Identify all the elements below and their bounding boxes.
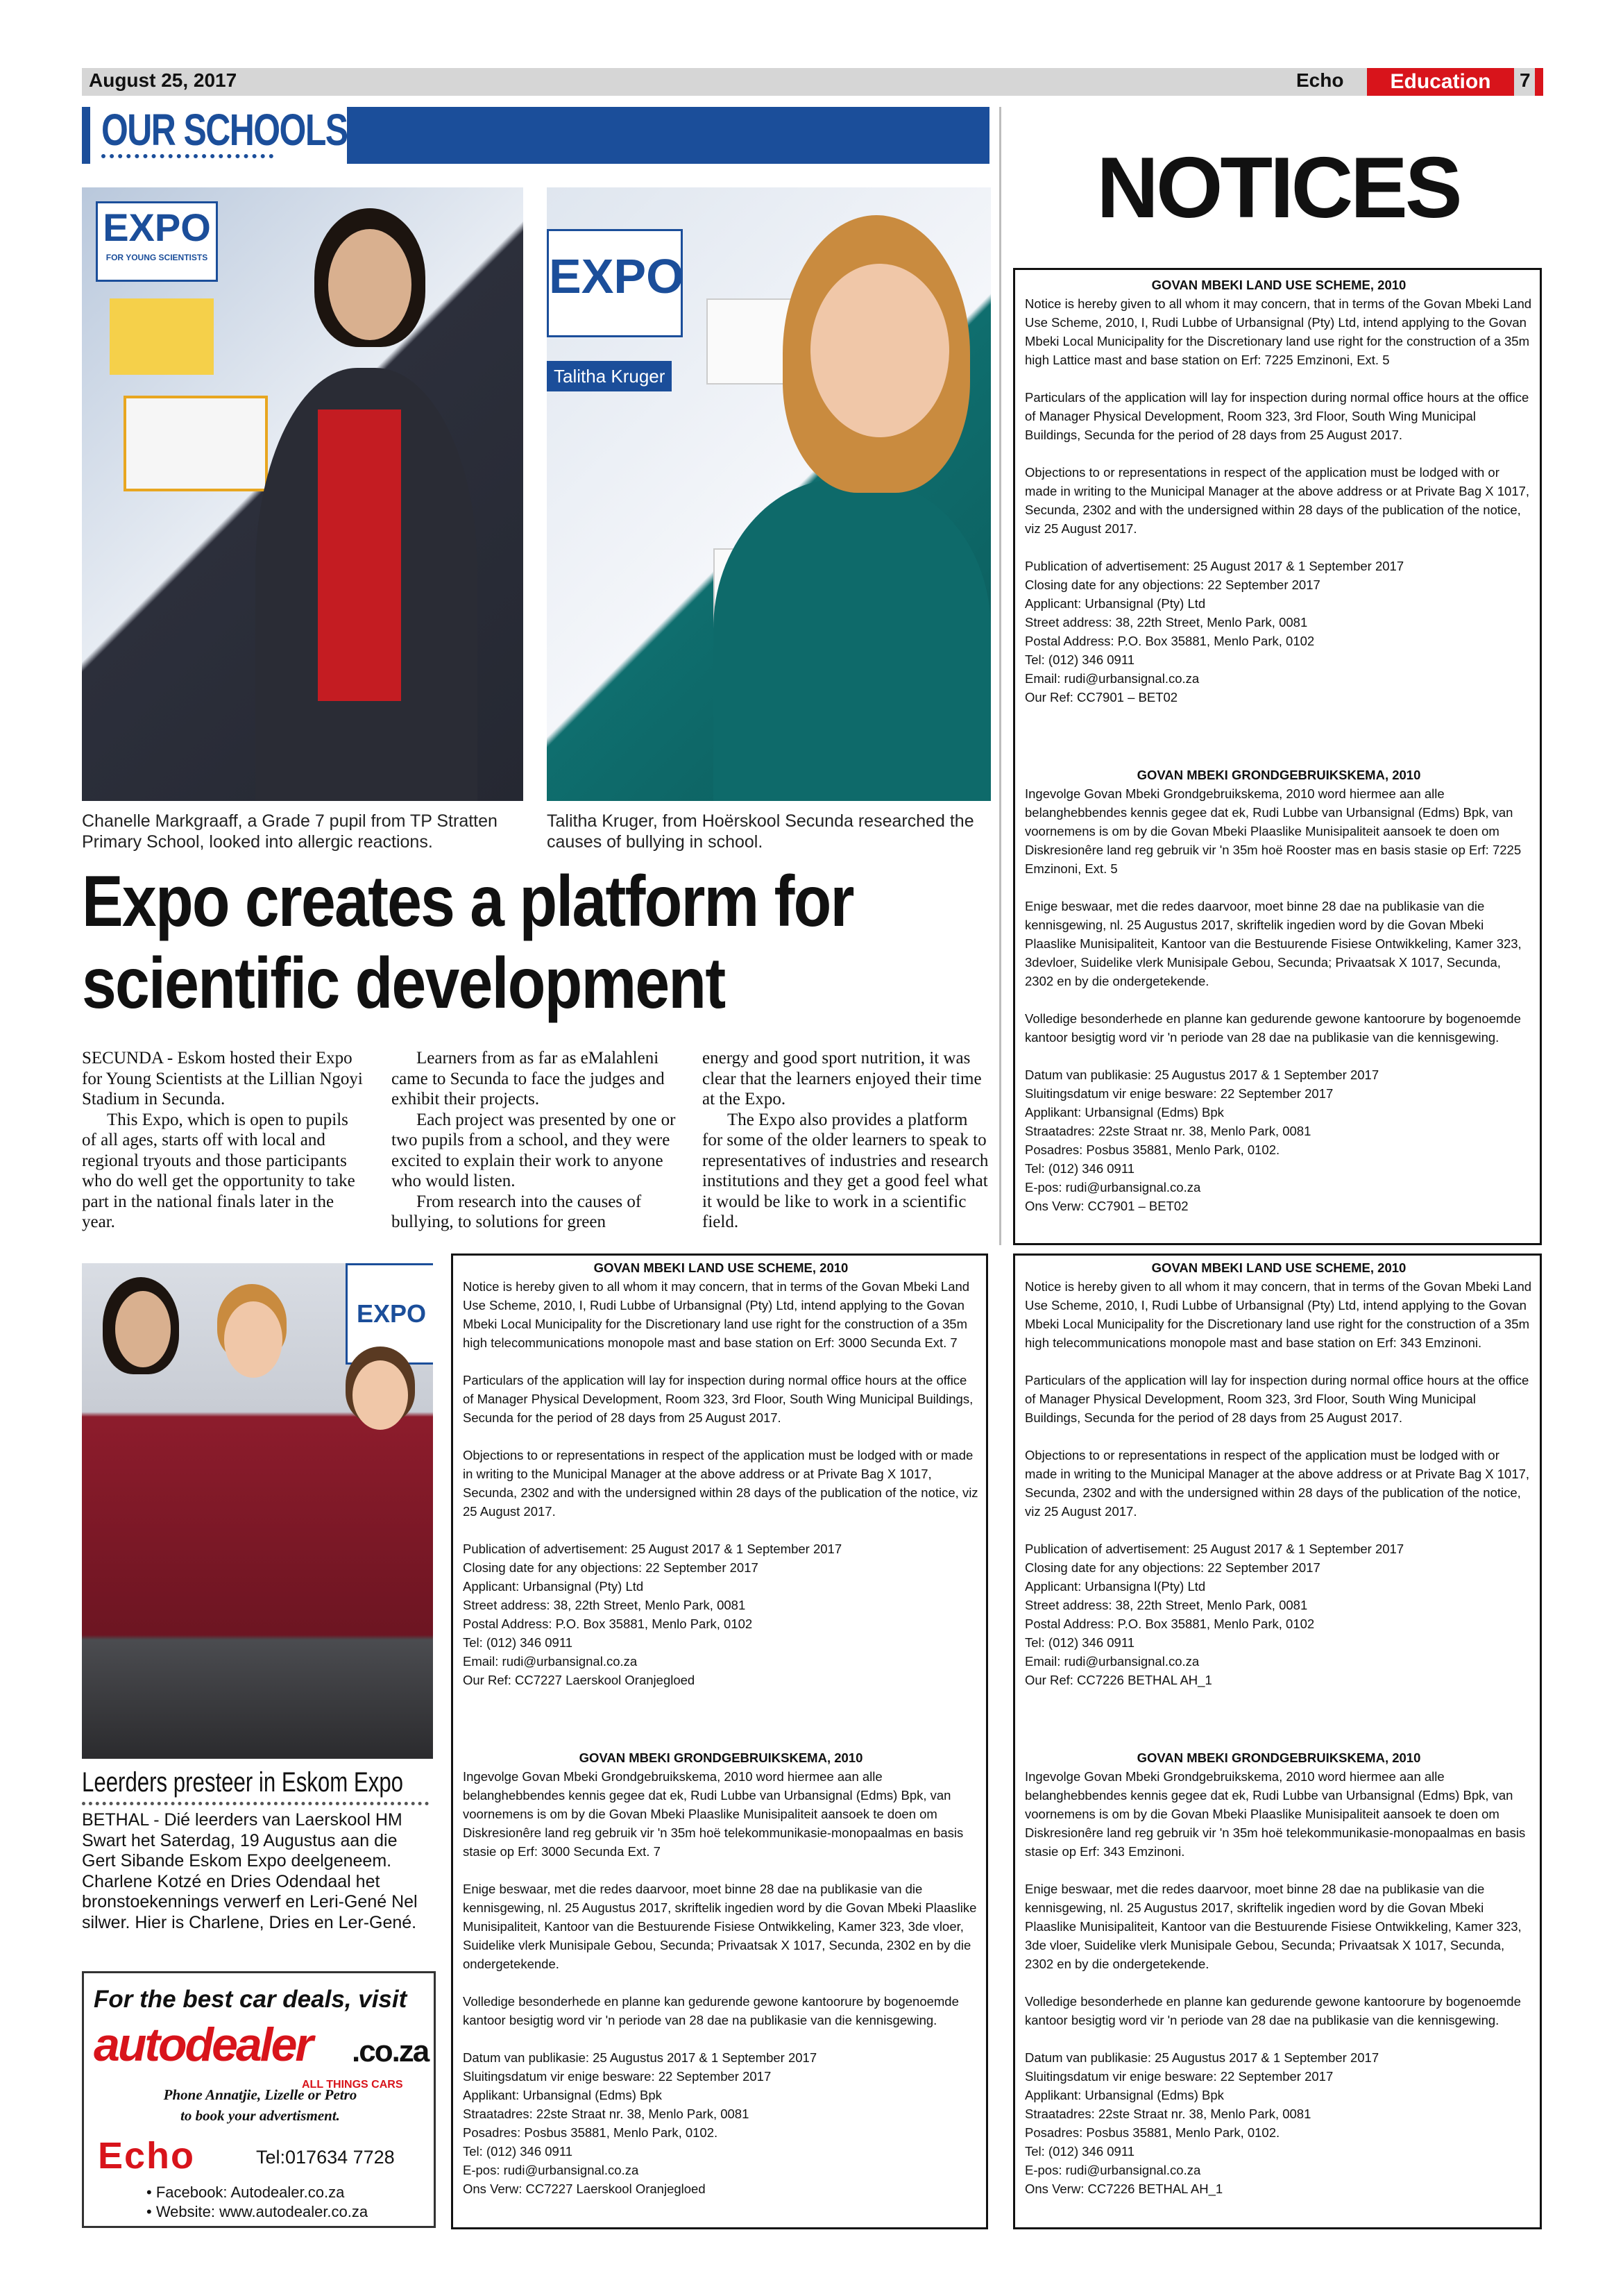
notice-paragraph: Volledige besonderhede en planne kan gedurende gewone kantoorure by bogenoemde kantoor besigtig word vir 'n periode van 28 dae na publikasie van die kennisgewing. <box>1025 1994 1521 2027</box>
article-paragraph: From research into the causes of bullying, to solutions for green <box>391 1192 642 1231</box>
autodealer-advert[interactable] <box>82 1971 436 2228</box>
sidebar-story-title: Leerders presteer in Eskom Expo <box>82 1767 404 1798</box>
notice-paragraph: Objections to or representations in respect of the application must be lodged with or made in writing to the Municipal Manager at the above address or at Private Bag X 1017, Secunda, 2302 and with the undersigned within 28 days of the publication of the notice, viz 25 August 2017. <box>1025 1448 1530 1519</box>
column-divider <box>999 107 1001 1245</box>
photo-chanelle <box>82 187 523 801</box>
notice-detail-line: Publication of advertisement: 25 August 2017 & 1 September 2017 <box>1025 1542 1404 1556</box>
autodealer-logo <box>94 2018 429 2091</box>
notice-paragraph: Enige beswaar, met die redes daarvoor, moet binne 28 dae na publikasie van die kennisgewing, nl. 25 Augustus 2017, skriftelik ingedien word by die Govan Mbeki Plaaslike Munisipaliteit, Kantoor van die Bestuurende Fisiese Ontwikkeling, Kamer 323, 3de vloer, Suidelike vlerk Munisipale Gebou, Secunda; Privaatsak X 1017, Secunda, 2302 en by die ondergetekende. <box>463 1882 977 1971</box>
notice-detail-line: Sluitingsdatum vir enige besware: 22 September 2017 <box>463 2069 772 2084</box>
notice-detail-line: Closing date for any objections: 22 September 2017 <box>1025 577 1320 592</box>
notice-detail-line: Street address: 38, 22th Street, Menlo Park, 0081 <box>1025 1598 1308 1612</box>
notice-detail-line: Ons Verw: CC7901 – BET02 <box>1025 1199 1189 1213</box>
notice-box <box>451 1253 988 2229</box>
expo-sign-text: EXPO <box>549 249 684 303</box>
issue-date: August 25, 2017 <box>89 69 237 91</box>
school-jersey <box>318 410 401 701</box>
notice-box <box>1013 268 1542 1245</box>
notice-paragraph: Ingevolge Govan Mbeki Grondgebruikskema, 2010 word hiermee aan alle belanghebbendes kennis gegee dat ek, Rudi Lubbe van Urbansignal (Edms) Bpk, van voornemens is om by die Govan Mbeki Plaaslike Munisipaliteit aansoek te doen om Diskresionêre land reg gebruik vir 'n 35m hoë telekommunikasie-monopaalmas en basis stasie op Erf: 3000 Secunda Ext. 7 <box>463 1769 964 1859</box>
notice-detail-line: Posadres: Posbus 35881, Menlo Park, 0102. <box>463 2125 718 2140</box>
notice-paragraph: Particulars of the application will lay for inspection during normal office hours at the office of Manager Physical Development, Room 323, 3rd Floor, South Wing Municipal Buildings, Secunda for the period of 28 days from 25 August 2017. <box>463 1373 974 1425</box>
logo-tagline: ALL THINGS CARS <box>302 2079 403 2091</box>
expo-sign <box>547 229 683 337</box>
face <box>115 1291 171 1367</box>
notice-detail-line: Tel: (012) 346 0911 <box>1025 2144 1135 2159</box>
notice-afrikaans <box>1025 766 1533 1215</box>
notice-paragraph: Ingevolge Govan Mbeki Grondgebruikskema, 2010 word hiermee aan alle belanghebbendes kennis gegee dat ek, Rudi Lubbe van Urbansignal (Edms) Bpk, van voornemens is om by die Govan Mbeki Plaaslike Munisipaliteit aansoek te doen om Diskresionêre land reg gebruik vir 'n 35m hoë telekommunikasie-monopaalmas en basis stasie op Erf: 343 Emzinoni. <box>1025 1769 1526 1859</box>
notice-detail-line: Email: rudi@urbansignal.co.za <box>1025 671 1200 686</box>
notice-paragraph: Particulars of the application will lay for inspection during normal office hours at the office of Manager Physical Development, Room 323, 3rd Floor, South Wing Municipal Buildings, Secunda for the period of 28 days from 25 August 2017. <box>1025 1373 1529 1425</box>
notice-paragraph: Objections to or representations in respect of the application must be lodged with or made in writing to the Municipal Manager at the above address or at Private Bag X 1017, Secunda, 2302 and with the undersigned within 28 days of the publication of the notice, viz 25 August 2017. <box>463 1448 978 1519</box>
notice-detail-line: Publication of advertisement: 25 August 2017 & 1 September 2017 <box>1025 559 1404 573</box>
echo-logo: Echo <box>98 2135 196 2177</box>
sidebar-story-body: BETHAL - Dié leerders van Laerskool HM Swart het Saterdag, 19 Augustus aan die Gert Sibande Eskom Expo deelgeneem. Charlene Kotzé en Dries Odendaal het bronstoekennings verwerf en Leri-Gené Nel silwer. Hier is Charlene, Dries en Ler-Gené. <box>82 1810 418 1932</box>
notice-detail-line: Datum van publikasie: 25 Augustus 2017 & 1 September 2017 <box>1025 1067 1379 1082</box>
expo-sign-text: EXPO <box>103 205 211 249</box>
face <box>224 1301 282 1378</box>
face <box>328 229 411 340</box>
facebook-link[interactable]: • Facebook: Autodealer.co.za <box>146 2184 345 2201</box>
photo-talitha <box>547 187 991 801</box>
article-paragraph: energy and good sport nutrition, it was clear that the learners enjoyed their time at the Expo. <box>702 1049 982 1108</box>
section-marker <box>1535 68 1543 96</box>
notice-detail-line: Straatadres: 22ste Straat nr. 38, Menlo Park, 0081 <box>463 2107 749 2121</box>
article-paragraph: Each project was presented by one or two pupils from a school, and they were excited to explain their work to anyone who would listen. <box>391 1110 676 1190</box>
notice-title: GOVAN MBEKI LAND USE SCHEME, 2010 <box>1151 1260 1407 1275</box>
student-figure <box>713 479 991 801</box>
article-headline: Expo creates a platform for scientific development <box>82 861 853 1024</box>
expo-sign-text: EXPO <box>356 1299 427 1328</box>
advert-telephone[interactable]: Tel:017634 7728 <box>256 2147 395 2168</box>
notice-detail-line: Street address: 38, 22th Street, Menlo Park, 0081 <box>463 1598 746 1612</box>
notice-detail-line: Tel: (012) 346 0911 <box>463 1635 573 1650</box>
notice-paragraph: Notice is hereby given to all whom it may concern, that in terms of the Govan Mbeki Land Use Scheme, 2010, I, Rudi Lubbe of Urbansignal (Pty) Ltd, intend applying to the Govan Mbeki Local Municipality for the Discretionary land use right for the construction of a 35m high telecommunications monopole mast and base station on Erf: 343 Emzinoni. <box>1025 1279 1532 1350</box>
notice-detail-line: Street address: 38, 22th Street, Menlo Park, 0081 <box>1025 615 1308 630</box>
name-card: Talitha Kruger <box>547 361 672 391</box>
article-paragraph: SECUNDA - Eskom hosted their Expo for Young Scientists at the Lillian Ngoyi Stadium in Secunda. <box>82 1049 363 1108</box>
notice-paragraph: Objections to or representations in respect of the application must be lodged with or made in writing to the Municipal Manager at the above address or at Private Bag X 1017, Secunda, 2302 and with the undersigned within 28 days of the publication of the notice, viz 25 August 2017. <box>1025 465 1530 536</box>
notice-paragraph: Volledige besonderhede en planne kan gedurende gewone kantoorure by bogenoemde kantoor besigtig word vir 'n periode van 28 dae na publikasie van die kennisgewing. <box>1025 1011 1521 1045</box>
notice-detail-line: Applikant: Urbansignal (Edms) Bpk <box>1025 1105 1224 1120</box>
notice-detail-line: E-pos: rudi@urbansignal.co.za <box>1025 1180 1201 1195</box>
notice-detail-line: Straatadres: 22ste Straat nr. 38, Menlo Park, 0081 <box>1025 2107 1311 2121</box>
advert-links <box>146 2183 368 2222</box>
notice-detail-line: Our Ref: CC7901 – BET02 <box>1025 690 1178 704</box>
notice-title: GOVAN MBEKI GRONDGEBRUIKSKEMA, 2010 <box>579 1750 863 1765</box>
contact-line: to book your advertisment. <box>180 2107 340 2124</box>
notice-title: GOVAN MBEKI GRONDGEBRUIKSKEMA, 2010 <box>1137 1750 1421 1765</box>
notice-box <box>1013 1253 1542 2229</box>
notice-detail-line: Our Ref: CC7226 BETHAL AH_1 <box>1025 1673 1212 1687</box>
banner-dotted-rule <box>101 154 273 158</box>
notice-detail-line: Sluitingsdatum vir enige besware: 22 September 2017 <box>1025 2069 1334 2084</box>
photo-bethal-learners <box>82 1263 433 1759</box>
notice-detail-line: Postal Address: P.O. Box 35881, Menlo Park, 0102 <box>1025 634 1315 648</box>
expo-sign <box>96 201 218 282</box>
notice-detail-line: Publication of advertisement: 25 August 2017 & 1 September 2017 <box>463 1542 842 1556</box>
notice-paragraph: Enige beswaar, met die redes daarvoor, moet binne 28 dae na publikasie van die kennisgewing, nl. 25 Augustus 2017, skriftelik ingedien word by die Govan Mbeki Plaaslike Munisipaliteit, Kantoor van die Bestuurende Fisiese Ontwikkeling, Kamer 323, 3de vloer, Suidelike vlerk Munisipale Gebou, Secunda; Privaatsak X 1017, Secunda, 2302 en by die ondergetekende. <box>1025 1882 1522 1971</box>
banner-accent <box>82 107 90 164</box>
notice-detail-line: Tel: (012) 346 0911 <box>1025 652 1135 667</box>
notice-title: GOVAN MBEKI LAND USE SCHEME, 2010 <box>1151 278 1407 292</box>
notice-detail-line: Applikant: Urbansignal (Edms) Bpk <box>1025 2088 1224 2102</box>
face <box>352 1360 408 1430</box>
poster-panel <box>110 298 214 375</box>
notice-detail-line: Our Ref: CC7227 Laerskool Oranjegloed <box>463 1673 695 1687</box>
notice-detail-line: Applicant: Urbansignal (Pty) Ltd <box>1025 596 1206 611</box>
notice-english <box>463 1258 979 1689</box>
notice-afrikaans <box>1025 1748 1533 2198</box>
notice-paragraph: Notice is hereby given to all whom it may concern, that in terms of the Govan Mbeki Land Use Scheme, 2010, I, Rudi Lubbe of Urbansignal (Pty) Ltd, intend applying to the Govan Mbeki Local Municipality for the Discretionary land use right for the construction of a 35m high Lattice mast and base station on Erf: 7225 Emzinoni, Ext. 5 <box>1025 296 1532 367</box>
face <box>810 264 949 437</box>
article-column-2 <box>391 1048 681 1233</box>
notice-detail-line: Straatadres: 22ste Straat nr. 38, Menlo Park, 0081 <box>1025 1124 1311 1138</box>
notice-english <box>1025 1258 1533 1689</box>
notice-detail-line: Tel: (012) 346 0911 <box>1025 1635 1135 1650</box>
article-column-3 <box>702 1048 989 1233</box>
notice-english <box>1025 276 1533 707</box>
notice-detail-line: Email: rudi@urbansignal.co.za <box>1025 1654 1200 1669</box>
logo-domain: .co.za <box>352 2034 429 2068</box>
photo-caption: Talitha Kruger, from Hoërskool Secunda researched the causes of bullying in school. <box>547 811 974 852</box>
notice-paragraph: Notice is hereby given to all whom it may concern, that in terms of the Govan Mbeki Land Use Scheme, 2010, I, Rudi Lubbe of Urbansignal (Pty) Ltd, intend applying to the Govan Mbeki Local Municipality for the Discretionary land use right for the construction of a 35m high telecommunications monopole mast and base station on Erf: 3000 Secunda Ext. 7 <box>463 1279 970 1350</box>
notice-paragraph: Particulars of the application will lay for inspection during normal office hours at the office of Manager Physical Development, Room 323, 3rd Floor, South Wing Municipal Buildings, Secunda for the period of 28 days from 25 August 2017. <box>1025 390 1529 442</box>
notice-detail-line: E-pos: rudi@urbansignal.co.za <box>463 2163 639 2177</box>
poster-panel <box>124 396 268 491</box>
section-label: Education <box>1367 68 1514 96</box>
logo-wordmark: autodealer <box>94 2018 312 2071</box>
notice-detail-line: Sluitingsdatum vir enige besware: 22 September 2017 <box>1025 1086 1334 1101</box>
advert-headline: For the best car deals, visit <box>94 1986 407 2013</box>
sidebar-dotted-rule <box>82 1802 429 1805</box>
notice-detail-line: Posadres: Posbus 35881, Menlo Park, 0102. <box>1025 1142 1280 1157</box>
notice-paragraph: Volledige besonderhede en planne kan gedurende gewone kantoorure by bogenoemde kantoor besigtig word vir 'n periode van 28 dae na publikasie van die kennisgewing. <box>463 1994 959 2027</box>
notice-detail-line: E-pos: rudi@urbansignal.co.za <box>1025 2163 1201 2177</box>
expo-sign-subtext: FOR YOUNG SCIENTISTS <box>105 253 208 262</box>
notice-detail-line: Posadres: Posbus 35881, Menlo Park, 0102. <box>1025 2125 1280 2140</box>
section-banner-title: OUR SCHOOLS <box>101 105 348 155</box>
advert-contact-text <box>94 2084 427 2126</box>
notice-detail-line: Closing date for any objections: 22 September 2017 <box>1025 1560 1320 1575</box>
notice-detail-line: Applicant: Urbansignal (Pty) Ltd <box>463 1579 644 1594</box>
notice-detail-line: Datum van publikasie: 25 Augustus 2017 & 1 September 2017 <box>463 2050 817 2065</box>
notice-detail-line: Ons Verw: CC7227 Laerskool Oranjegloed <box>463 2181 706 2196</box>
notice-detail-line: Applicant: Urbansigna l(Pty) Ltd <box>1025 1579 1206 1594</box>
notice-detail-line: Tel: (012) 346 0911 <box>1025 1161 1135 1176</box>
notice-detail-line: Postal Address: P.O. Box 35881, Menlo Park, 0102 <box>463 1617 753 1631</box>
notice-detail-line: Postal Address: P.O. Box 35881, Menlo Park, 0102 <box>1025 1617 1315 1631</box>
article-paragraph: The Expo also provides a platform for some of the older learners to speak to representatives of industries and research institutions and they get a good feel what it would be like to work in a scientific field. <box>702 1110 989 1231</box>
notice-detail-line: Tel: (012) 346 0911 <box>463 2144 573 2159</box>
page-number: 7 <box>1520 69 1531 91</box>
website-link[interactable]: • Website: www.autodealer.co.za <box>146 2203 368 2220</box>
notice-detail-line: Ons Verw: CC7226 BETHAL AH_1 <box>1025 2181 1223 2196</box>
article-column-1 <box>82 1048 366 1233</box>
notice-detail-line: Email: rudi@urbansignal.co.za <box>463 1654 638 1669</box>
notice-detail-line: Datum van publikasie: 25 Augustus 2017 & 1 September 2017 <box>1025 2050 1379 2065</box>
notice-title: GOVAN MBEKI GRONDGEBRUIKSKEMA, 2010 <box>1137 768 1421 782</box>
banner-band <box>347 107 989 164</box>
article-paragraph: Learners from as far as eMalahleni came to Secunda to face the judges and exhibit their projects. <box>391 1049 665 1108</box>
notice-paragraph: Enige beswaar, met die redes daarvoor, moet binne 28 dae na publikasie van die kennisgewing, nl. 25 Augustus 2017, skriftelik ingedien word by die Govan Mbeki Plaaslike Munisipaliteit, Kantoor van die Bestuurende Fisiese Ontwikkeling, Kamer 323, 3devloer, Suidelike vlerk Munisipale Gebou, Secunda; Privaatsak X 1017, Secunda, 2302 en by die ondergetekende. <box>1025 899 1522 988</box>
photo-caption: Chanelle Markgraaff, a Grade 7 pupil from TP Stratten Primary School, looked into allergic reactions. <box>82 811 498 852</box>
notice-detail-line: Closing date for any objections: 22 September 2017 <box>463 1560 758 1575</box>
notice-title: GOVAN MBEKI LAND USE SCHEME, 2010 <box>593 1260 849 1275</box>
notices-title: NOTICES <box>1096 140 1460 236</box>
notice-paragraph: Ingevolge Govan Mbeki Grondgebruikskema, 2010 word hiermee aan alle belanghebbendes kennis gegee dat ek, Rudi Lubbe van Urbansignal (Edms) Bpk, van voornemens is om by die Govan Mbeki Plaaslike Munisipaliteit aansoek te doen om Diskresionêre land reg gebruik vir 'n 35m hoë Rooster mas en basis stasie op Erf: 7225 Emzinoni, Ext. 5 <box>1025 786 1522 876</box>
contact-line: Phone Annatjie, Lizelle or Petro <box>163 2086 357 2103</box>
paper-name: Echo <box>1296 69 1344 91</box>
notice-detail-line: Applikant: Urbansignal (Edms) Bpk <box>463 2088 662 2102</box>
notice-afrikaans <box>463 1748 979 2198</box>
article-paragraph: This Expo, which is open to pupils of all ages, starts off with local and regional tryouts and those participants who do well get the opportunity to take part in the national finals later in the year. <box>82 1110 355 1231</box>
